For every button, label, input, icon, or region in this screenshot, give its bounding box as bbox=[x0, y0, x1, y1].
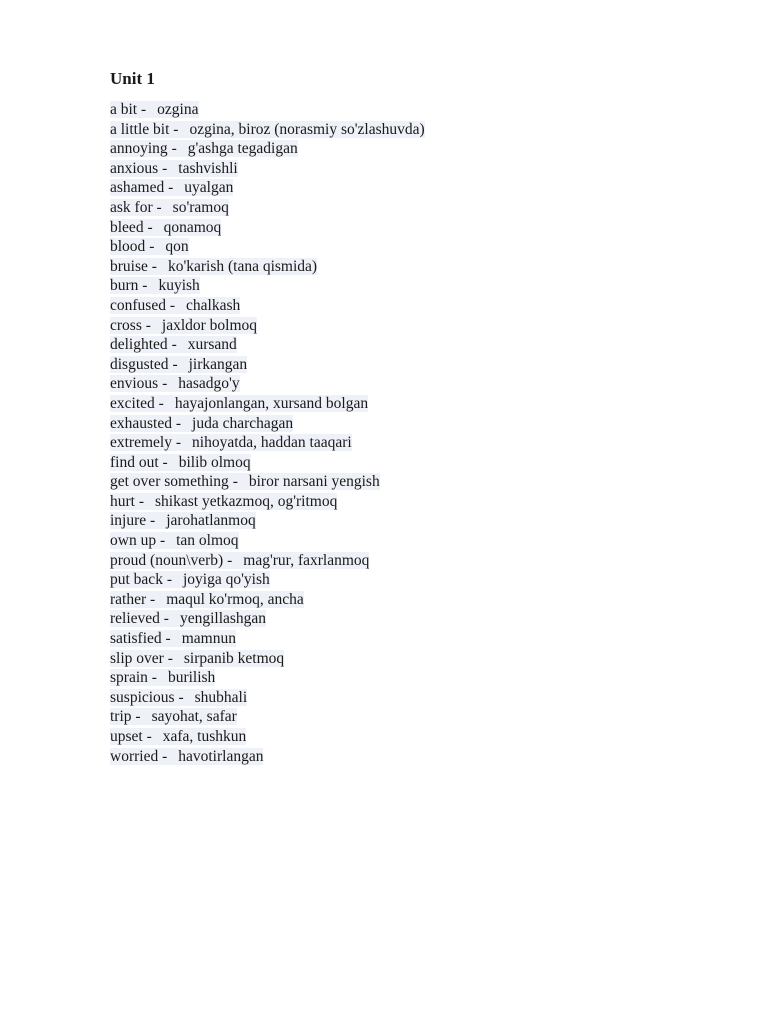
vocab-entry-text bbox=[110, 493, 337, 510]
vocab-translation: shubhali bbox=[194, 688, 248, 706]
vocab-translation: hayajonlangan, xursand bolgan bbox=[174, 394, 369, 412]
vocab-translation: ozgina bbox=[157, 101, 199, 118]
vocab-entry bbox=[110, 590, 425, 610]
vocab-translation: burilish bbox=[167, 669, 216, 687]
vocab-translation: jirkangan bbox=[188, 355, 248, 373]
vocab-translation: sirpanib ketmoq bbox=[183, 649, 285, 667]
vocab-entry-text bbox=[110, 610, 266, 627]
vocab-entry bbox=[110, 100, 425, 120]
vocab-translation: shikast yetkazmoq, og'ritmoq bbox=[155, 492, 338, 510]
vocab-translation: maqul ko'rmoq, ancha bbox=[166, 590, 304, 608]
vocab-separator: - bbox=[165, 630, 171, 648]
vocab-term: ashamed bbox=[110, 179, 165, 197]
vocab-separator: - bbox=[150, 590, 156, 608]
vocab-entry-text bbox=[110, 101, 199, 118]
vocab-separator: - bbox=[135, 708, 141, 726]
vocab-separator: - bbox=[163, 610, 169, 628]
vocab-entry bbox=[110, 394, 425, 414]
vocab-entry-text bbox=[110, 591, 304, 608]
vocab-entry bbox=[110, 570, 425, 590]
vocab-term: exhausted bbox=[110, 414, 172, 432]
vocab-entry-text bbox=[110, 297, 240, 314]
vocab-term: own up bbox=[110, 532, 157, 550]
vocab-translation: so'ramoq bbox=[172, 198, 229, 216]
vocab-term: upset bbox=[110, 728, 143, 745]
vocab-term: excited bbox=[110, 394, 155, 412]
vocab-entry-text bbox=[110, 336, 237, 353]
vocab-separator: - bbox=[168, 179, 174, 197]
vocab-translation: biror narsani yengish bbox=[248, 473, 380, 491]
vocab-separator: - bbox=[173, 120, 179, 138]
vocab-entry-text bbox=[110, 571, 270, 588]
vocab-translation: mag'rur, faxrlanmoq bbox=[243, 551, 370, 569]
vocab-separator: - bbox=[146, 728, 152, 745]
vocab-translation: chalkash bbox=[186, 296, 241, 314]
vocab-entry-text bbox=[110, 415, 293, 432]
vocab-term: delighted bbox=[110, 336, 168, 354]
vocab-separator: - bbox=[227, 551, 233, 569]
vocab-term: ask for bbox=[110, 198, 153, 216]
vocab-translation: tashvishli bbox=[178, 159, 238, 177]
vocab-term: a little bit bbox=[110, 120, 170, 138]
vocab-entry-text bbox=[110, 199, 229, 216]
vocab-entry bbox=[110, 747, 425, 767]
vocab-entry-text bbox=[110, 669, 215, 686]
vocab-entry bbox=[110, 551, 425, 571]
vocab-translation: qonamoq bbox=[163, 218, 222, 236]
vocab-entry bbox=[110, 139, 425, 159]
vocab-term: anxious bbox=[110, 159, 159, 177]
vocab-entry bbox=[110, 335, 425, 355]
vocabulary-list bbox=[110, 100, 425, 766]
vocab-term: trip bbox=[110, 708, 132, 726]
vocab-translation: qon bbox=[165, 238, 189, 256]
vocab-entry-text bbox=[110, 454, 251, 471]
vocab-entry bbox=[110, 276, 425, 296]
vocab-entry-text bbox=[110, 160, 238, 177]
vocab-entry-text bbox=[110, 532, 239, 549]
vocab-term: confused bbox=[110, 296, 166, 314]
vocab-translation: nihoyatda, haddan taaqari bbox=[192, 434, 352, 452]
vocab-entry-text bbox=[110, 473, 380, 490]
vocab-separator: - bbox=[167, 649, 173, 667]
vocab-translation: jaxldor bolmoq bbox=[161, 316, 258, 334]
vocab-entry-text bbox=[110, 179, 233, 196]
vocab-entry-text bbox=[110, 630, 236, 647]
vocab-entry bbox=[110, 316, 425, 336]
vocab-separator: - bbox=[141, 101, 147, 118]
vocab-entry bbox=[110, 668, 425, 688]
vocab-term: worried bbox=[110, 747, 159, 765]
vocab-separator: - bbox=[158, 394, 164, 412]
vocab-term: hurt bbox=[110, 492, 135, 510]
vocab-entry bbox=[110, 649, 425, 669]
vocab-term: put back bbox=[110, 571, 163, 589]
vocab-translation: tan olmoq bbox=[176, 532, 239, 550]
vocab-separator: - bbox=[172, 355, 178, 373]
vocab-entry bbox=[110, 218, 425, 238]
vocab-separator: - bbox=[149, 238, 155, 256]
vocab-entry bbox=[110, 237, 425, 257]
vocab-separator: - bbox=[138, 492, 145, 510]
vocab-entry-text bbox=[110, 219, 221, 236]
vocab-separator: - bbox=[178, 688, 184, 706]
vocab-entry-text bbox=[110, 650, 284, 667]
vocab-entry-text bbox=[110, 395, 368, 412]
vocab-translation: jarohatlanmoq bbox=[166, 512, 256, 530]
vocab-entry bbox=[110, 257, 425, 277]
vocab-term: proud (noun\verb) bbox=[110, 551, 224, 569]
vocab-separator: - bbox=[171, 336, 177, 354]
vocab-separator: - bbox=[150, 512, 156, 530]
vocab-entry-text bbox=[110, 277, 200, 294]
vocab-separator: - bbox=[162, 375, 168, 393]
vocab-translation: kuyish bbox=[158, 277, 200, 295]
vocab-entry bbox=[110, 609, 425, 629]
vocab-translation: ozgina, biroz (norasmiy so'zlashuvda) bbox=[189, 120, 425, 138]
vocab-separator: - bbox=[156, 198, 162, 216]
vocab-translation: xursand bbox=[187, 336, 237, 354]
vocab-term: slip over bbox=[110, 649, 164, 667]
vocab-entry-text bbox=[110, 708, 237, 725]
vocab-entry bbox=[110, 198, 425, 218]
vocab-entry bbox=[110, 374, 425, 394]
vocab-entry-text bbox=[110, 258, 317, 275]
vocab-entry bbox=[110, 120, 425, 140]
vocab-separator: - bbox=[159, 532, 166, 550]
vocab-separator: - bbox=[162, 453, 168, 471]
vocab-entry bbox=[110, 492, 425, 512]
vocab-term: blood bbox=[110, 238, 146, 256]
vocab-translation: mamnun bbox=[181, 630, 236, 648]
vocab-separator: - bbox=[142, 277, 148, 295]
vocab-entry bbox=[110, 629, 425, 649]
vocab-term: get over something bbox=[110, 473, 229, 491]
vocab-entry-text bbox=[110, 140, 298, 157]
vocab-translation: joyiga qo'yish bbox=[183, 571, 270, 589]
vocab-translation: yengillashgan bbox=[179, 610, 267, 628]
vocab-entry bbox=[110, 178, 425, 198]
page-title: Unit 1 bbox=[110, 69, 155, 88]
vocab-term: relieved bbox=[110, 610, 160, 628]
vocab-entry bbox=[110, 472, 425, 492]
vocab-entry bbox=[110, 159, 425, 179]
vocab-entry-text bbox=[110, 512, 256, 529]
vocab-entry-text bbox=[110, 748, 263, 765]
vocab-term: envious bbox=[110, 375, 159, 393]
vocab-separator: - bbox=[162, 159, 168, 177]
vocab-separator: - bbox=[169, 296, 175, 314]
vocab-separator: - bbox=[175, 434, 182, 452]
vocab-term: suspicious bbox=[110, 688, 175, 706]
vocab-term: bleed bbox=[110, 218, 144, 236]
vocab-separator: - bbox=[162, 747, 168, 765]
vocab-term: find out bbox=[110, 453, 159, 471]
vocab-entry-text bbox=[110, 689, 247, 706]
vocab-entry-text bbox=[110, 121, 425, 138]
vocab-term: annoying bbox=[110, 140, 168, 158]
vocab-separator: - bbox=[151, 669, 157, 687]
vocab-separator: - bbox=[151, 257, 157, 275]
vocab-entry bbox=[110, 355, 425, 375]
vocab-separator: - bbox=[232, 473, 238, 491]
vocab-term: bruise bbox=[110, 257, 148, 275]
vocab-entry-text bbox=[110, 728, 246, 745]
vocab-translation: uyalgan bbox=[184, 179, 234, 197]
vocab-translation: hasadgo'y bbox=[178, 375, 240, 393]
vocab-entry bbox=[110, 296, 425, 316]
vocab-entry-text bbox=[110, 356, 247, 373]
vocab-term: extremely bbox=[110, 434, 172, 452]
vocab-translation: bilib olmoq bbox=[178, 453, 251, 471]
vocab-separator: - bbox=[147, 218, 153, 236]
vocab-separator: - bbox=[171, 140, 177, 158]
vocab-term: a bit bbox=[110, 101, 138, 118]
vocab-term: injure bbox=[110, 512, 147, 530]
vocab-entry-text bbox=[110, 238, 189, 255]
vocab-term: satisfied bbox=[110, 630, 162, 648]
vocab-separator: - bbox=[175, 414, 182, 432]
vocab-entry-text bbox=[110, 375, 240, 392]
vocab-term: rather bbox=[110, 590, 147, 608]
vocab-entry bbox=[110, 688, 425, 708]
vocab-term: cross bbox=[110, 316, 142, 334]
vocab-translation: juda charchagan bbox=[192, 414, 294, 432]
vocab-entry bbox=[110, 531, 425, 551]
vocab-separator: - bbox=[145, 316, 151, 334]
vocab-term: sprain bbox=[110, 669, 148, 687]
vocab-translation: ko'karish (tana qismida) bbox=[167, 257, 318, 275]
vocab-entry-text bbox=[110, 552, 369, 569]
vocab-translation: sayohat, safar bbox=[151, 708, 237, 726]
vocab-translation: havotirlangan bbox=[178, 747, 264, 765]
vocab-entry-text bbox=[110, 434, 352, 451]
vocab-entry bbox=[110, 433, 425, 453]
vocab-entry bbox=[110, 707, 425, 727]
vocab-entry-text bbox=[110, 317, 257, 334]
vocab-term: disgusted bbox=[110, 355, 169, 373]
vocab-translation: g'ashga tegadigan bbox=[187, 140, 298, 158]
vocab-translation: xafa, tushkun bbox=[162, 728, 247, 745]
vocab-entry bbox=[110, 511, 425, 531]
vocab-entry bbox=[110, 727, 425, 747]
vocab-entry bbox=[110, 414, 425, 434]
vocab-separator: - bbox=[166, 571, 172, 589]
vocab-term: burn bbox=[110, 277, 139, 295]
vocab-entry bbox=[110, 453, 425, 473]
